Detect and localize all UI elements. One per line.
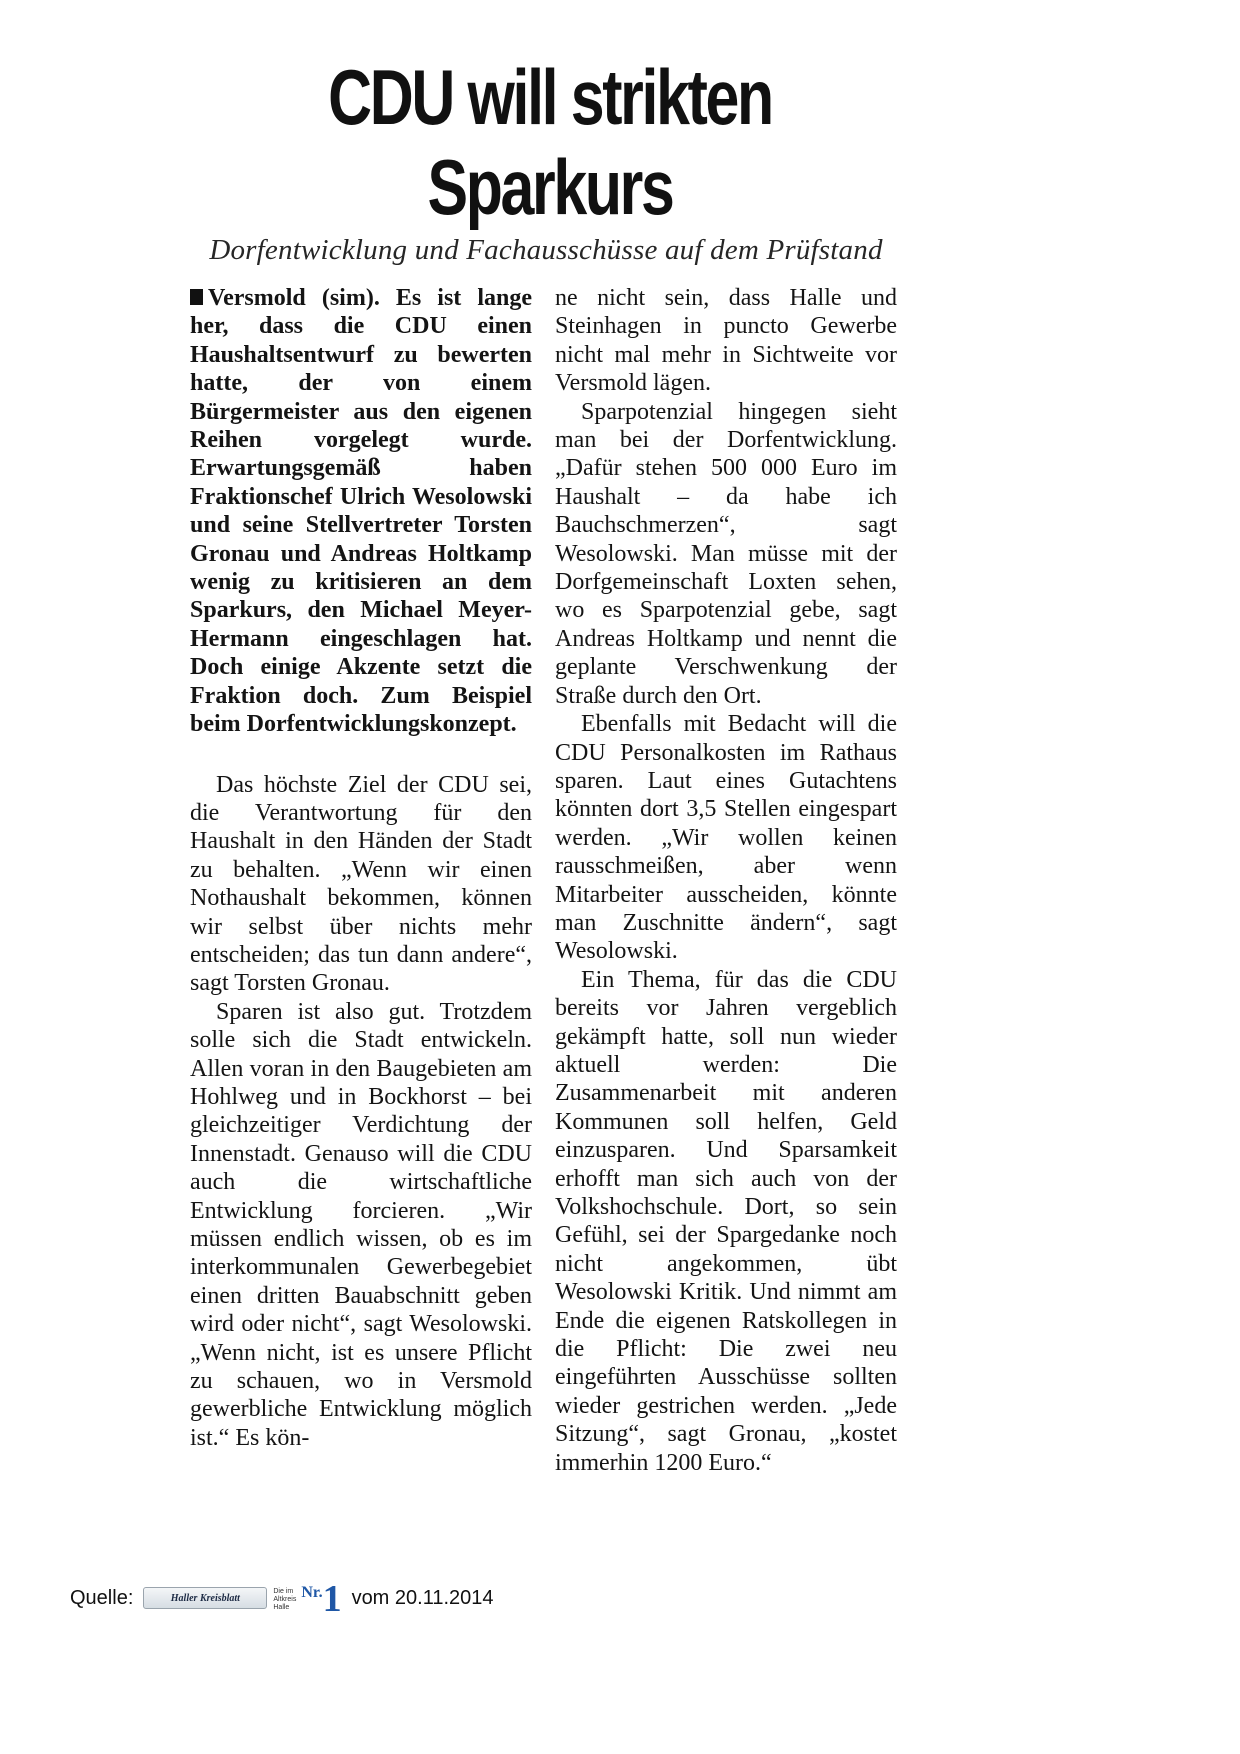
headline <box>269 52 831 232</box>
nr1-badge-logo <box>273 1578 341 1618</box>
body-paragraph: Ein Thema, für das die CDU bereits vor Jahren vergeblich gekämpft hatte, soll nun wieder aktuell werden: Die Zusammenarbeit mit anderen Kommunen soll helfen, Geld einzusparen. Und Sparsamkeit erhofft man sich auch von der Volkshochschule. Dort, so sein Gefühl, sei der Spargedanke noch nicht angekommen, übt Wesolowski Kritik. Und nimmt am Ende die eigenen Ratskollegen in die Pflicht: Die zwei neu eingeführten Ausschüsse sollten wieder gestrichen werden. „Jede Sitzung“, sagt Gronau, „kostet immerhin 1200 Euro.“ <box>555 966 897 1476</box>
nr1-badge-number <box>301 1580 341 1618</box>
square-bullet-icon <box>190 289 203 305</box>
lead-text: Versmold (sim). Es ist lange her, dass die CDU einen Haushaltsentwurf zu bewerten hatte, der von einem Bürgermeister aus den eigenen Reihen vorgelegt wurde. Erwartungsgemäß haben Fraktionschef Ulrich Wesolowski und seine Stellvertreter Torsten Gronau und Andreas Holtkamp wenig zu kritisieren an dem Sparkurs, den Michael Meyer-Hermann eingeschlagen hat. Doch einige Akzente setzt die Fraktion doch. Zum Beispiel beim Dorfentwicklungskonzept. <box>190 285 532 738</box>
headline-line-1: CDU will strikten <box>328 53 772 141</box>
nr1-badge-nr: Nr. <box>301 1584 323 1601</box>
subtitle: Dorfentwicklung und Fachausschüsse auf dem Prüfstand <box>209 234 883 266</box>
lead-spacer <box>190 739 532 771</box>
lead-paragraph <box>190 284 532 739</box>
body-paragraph: Das höchste Ziel der CDU sei, die Verantwortung für den Haushalt in den Händen der Stadt zu behalten. „Wenn wir einen Nothaushalt bekommen, können wir selbst über nichts mehr entscheiden; das tun dann andere“, sagt Torsten Gronau. <box>190 771 532 997</box>
article-column-right <box>555 284 897 1477</box>
newspaper-logo: Haller Kreisblatt <box>143 1587 267 1609</box>
source-label: Quelle: <box>70 1586 134 1609</box>
source-line <box>70 1578 494 1618</box>
nr1-badge-one: 1 <box>322 1578 342 1620</box>
body-paragraph: Sparen ist also gut. Trotzdem solle sich die Stadt entwickeln. Allen voran in den Baugebieten am Hohlweg und in Bockhorst – bei gleichzeitiger Verdichtung der Innenstadt. Genauso will die CDU auch die wirtschaftliche Entwicklung forcieren. „Wir müssen endlich wissen, ob es im interkommunalen Gewerbegebiet einen dritten Bauabschnitt geben wird oder nicht“, sagt Wesolowski. „Wenn nicht, ist es unsere Pflicht zu schauen, wo in Versmold gewerbliche Entwicklung möglich ist.“ Es kön- <box>190 998 532 1451</box>
headline-line-2: Sparkurs <box>427 143 673 231</box>
source-date: vom 20.11.2014 <box>351 1586 494 1609</box>
nr1-badge-caption: Die im Altkreis Halle <box>273 1588 297 1611</box>
body-paragraph: ne nicht sein, dass Halle und Steinhagen in puncto Gewerbe nicht mal mehr in Sichtweite vor Versmold lägen. <box>555 285 897 397</box>
article-column-left <box>190 284 532 1452</box>
body-paragraph: Ebenfalls mit Bedacht will die CDU Personalkosten im Rathaus sparen. Laut eines Gutachtens könnten dort 3,5 Stellen eingespart werden. „Wir wollen keinen rausschmeißen, aber wenn Mitarbeiter ausscheiden, könnte man Zuschnitte ändern“, sagt Wesolowski. <box>555 711 897 965</box>
body-paragraph: Sparpotenzial hingegen sieht man bei der Dorfentwicklung. „Dafür stehen 500 000 Euro im Haushalt – da habe ich Bauchschmerzen“, sagt Wesolowski. Man müsse mit der Dorfgemeinschaft Loxten sehen, wo es Sparpotenzial gebe, sagt Andreas Holtkamp und nennt die geplante Verschwenkung der Straße durch den Ort. <box>555 398 897 709</box>
